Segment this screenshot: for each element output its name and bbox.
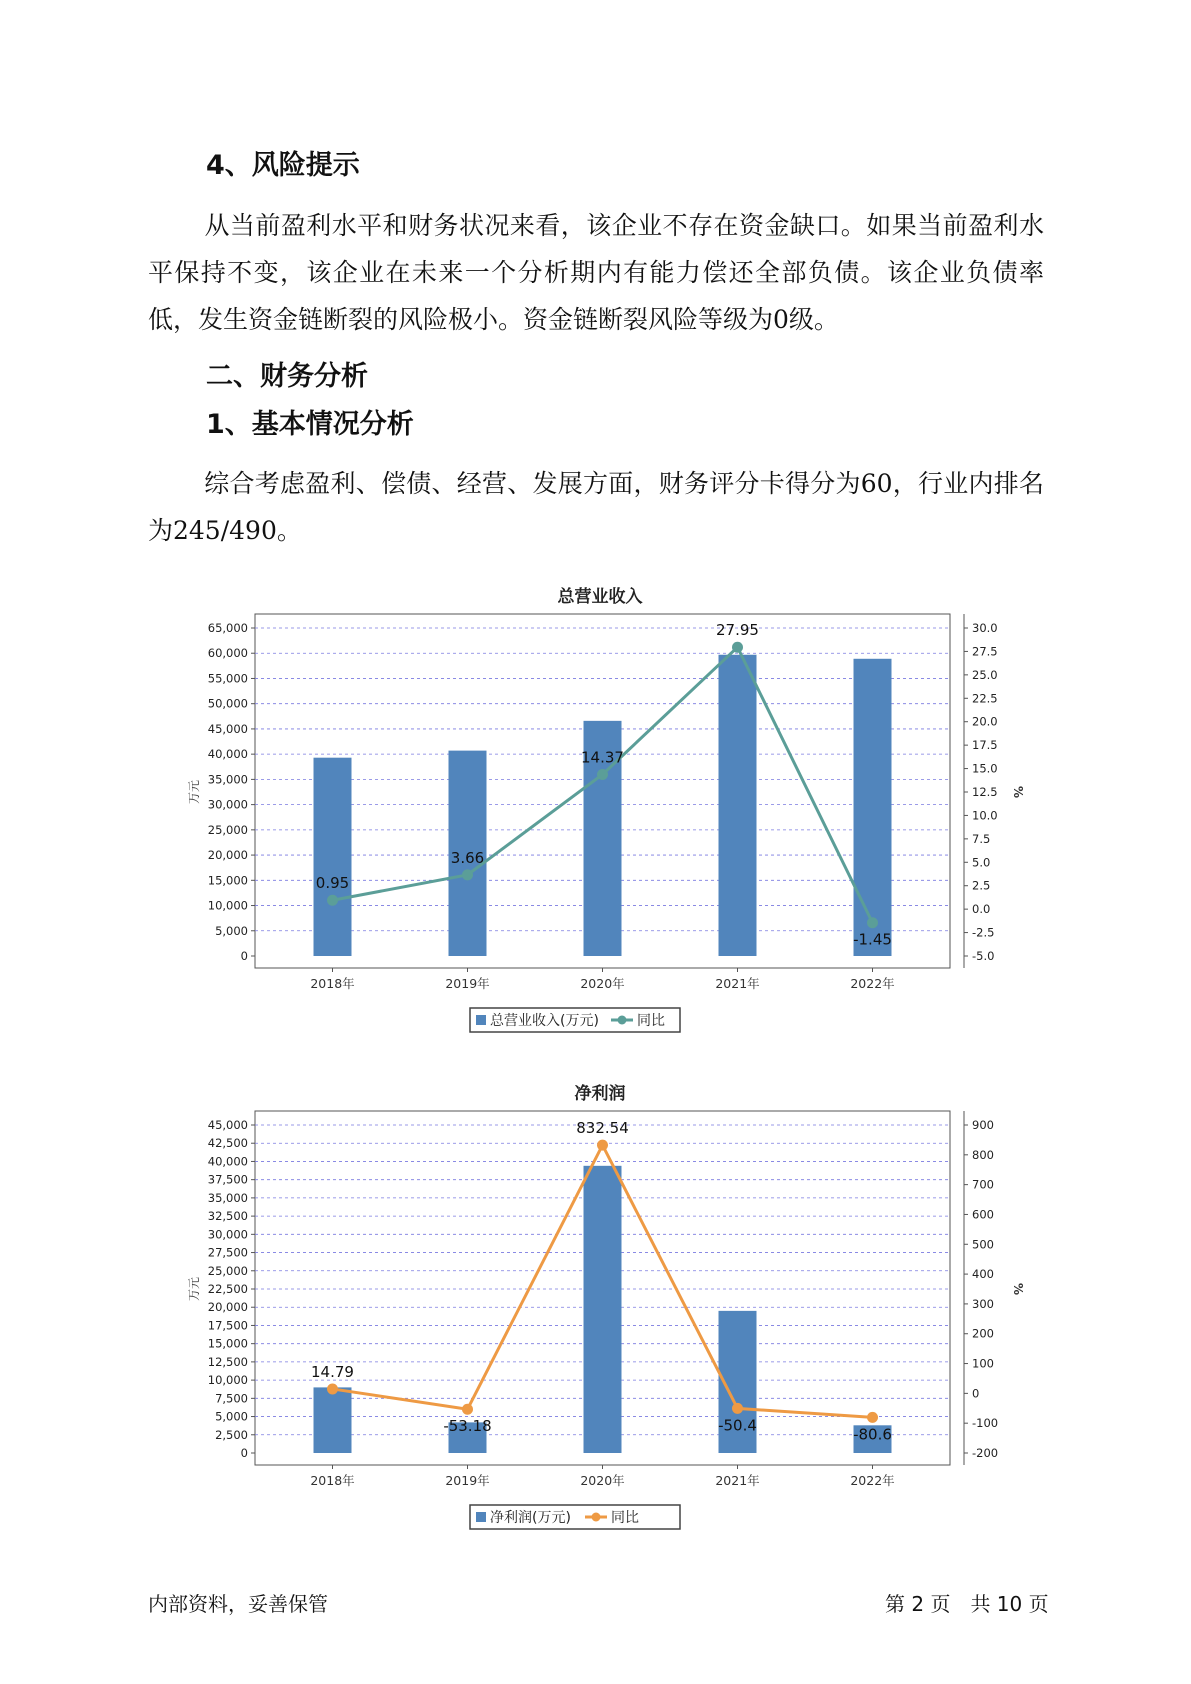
x-tick-label: 2021年	[715, 976, 760, 991]
y-tick-label: 37,500	[207, 1172, 248, 1187]
y-tick-label: 20,000	[207, 848, 248, 863]
legend-label-line: 同比	[637, 1013, 665, 1029]
legend-swatch-bar	[476, 1015, 486, 1025]
y-tick-label: 5,000	[215, 923, 248, 938]
y2-tick-label: -5.0	[972, 949, 995, 963]
yoy-point-1	[327, 1383, 338, 1394]
heading-basic: 1、基本情况分析	[206, 409, 414, 440]
revenue-chart-svg	[170, 578, 1030, 1038]
x-tick-label: 2018年	[310, 976, 355, 991]
risk-paragraph	[148, 202, 1044, 343]
y2-tick-label: 900	[972, 1118, 994, 1132]
data-label: -50.4	[718, 1416, 757, 1435]
y2-tick-label: 400	[972, 1267, 994, 1282]
y-tick-label: 50,000	[207, 696, 248, 711]
basic-paragraph-text: 综合考虑盈利、偿债、经营、发展方面，财务评分卡得分为60，行业内排名为245/490。	[148, 469, 1044, 545]
y2-tick-label: 27.5	[972, 644, 998, 659]
data-label: -80.6	[853, 1425, 892, 1444]
y-tick-label: 25,000	[207, 1263, 248, 1278]
y2-tick-label: 15.0	[972, 761, 998, 776]
y-tick-label: 32,500	[207, 1209, 248, 1224]
y-tick-label: 35,000	[207, 772, 248, 787]
y-tick-label: 25,000	[207, 822, 248, 837]
y2-tick-label: 600	[972, 1207, 994, 1222]
y-tick-label: 15,000	[207, 873, 248, 888]
revenue-chart	[170, 578, 1030, 1042]
yoy-point-5	[867, 917, 878, 928]
basic-paragraph	[148, 460, 1044, 554]
bar-3	[584, 1166, 622, 1453]
y2-tick-label: 22.5	[972, 691, 998, 706]
y-tick-label: 5,000	[215, 1409, 248, 1424]
y-tick-label: 30,000	[207, 797, 248, 812]
y-tick-label: 0	[240, 949, 248, 963]
heading-risk: 4、风险提示	[206, 150, 360, 181]
y2-tick-label: 5.0	[972, 855, 991, 870]
y2-tick-label: 300	[972, 1296, 994, 1311]
y-tick-label: 17,500	[207, 1318, 248, 1333]
x-tick-label: 2021年	[715, 1473, 760, 1488]
y-tick-label: 35,000	[207, 1190, 248, 1205]
y-tick-label: 22,500	[207, 1282, 248, 1296]
x-tick-label: 2019年	[445, 1473, 490, 1488]
y-tick-label: 30,000	[207, 1227, 248, 1242]
y-tick-label: 65,000	[207, 621, 248, 635]
y-tick-label: 55,000	[207, 671, 248, 686]
yoy-point-1	[327, 895, 338, 906]
legend-label-bar: 净利润(万元)	[490, 1510, 571, 1526]
y2-tick-label: 500	[972, 1237, 994, 1252]
x-tick-label: 2019年	[445, 976, 490, 991]
net-profit-chart-svg	[170, 1075, 1030, 1535]
y2-tick-label: 12.5	[972, 785, 998, 799]
legend-swatch-point	[592, 1513, 601, 1522]
data-label: 0.95	[315, 874, 350, 893]
legend-swatch-point	[618, 1016, 627, 1025]
y2-tick-label: 7.5	[972, 831, 991, 846]
y-tick-label: 0	[240, 1446, 248, 1460]
y-tick-label: 45,000	[207, 1118, 248, 1132]
y2-tick-label: 100	[972, 1356, 994, 1371]
y2-tick-label: -100	[972, 1416, 999, 1431]
data-label: 14.79	[311, 1362, 354, 1381]
y2-tick-label: 800	[972, 1147, 994, 1162]
y-tick-label: 2,500	[215, 1427, 248, 1442]
x-tick-label: 2020年	[580, 976, 625, 991]
legend-label-bar: 总营业收入(万元)	[490, 1013, 599, 1029]
yoy-point-3	[597, 769, 608, 780]
x-tick-label: 2022年	[850, 1473, 895, 1488]
y2-tick-label: -2.5	[972, 925, 995, 940]
yoy-point-4	[732, 642, 743, 653]
y2-tick-label: 200	[972, 1326, 994, 1341]
y-tick-label: 20,000	[207, 1300, 248, 1315]
data-label: 27.95	[716, 621, 759, 640]
y2-tick-label: 0	[972, 1386, 980, 1401]
y-tick-label: 10,000	[207, 1373, 248, 1388]
y-tick-label: 45,000	[207, 721, 248, 736]
bar-1	[314, 758, 352, 956]
bar-1	[314, 1387, 352, 1453]
y-axis-title: 万元	[187, 779, 201, 805]
y2-tick-label: 0.0	[972, 902, 991, 917]
chart-title: 总营业收入	[557, 587, 643, 607]
net-profit-chart	[170, 1075, 1030, 1539]
data-label: 3.66	[450, 848, 485, 867]
heading-finance: 二、财务分析	[206, 361, 368, 392]
chart-title: 净利润	[574, 1084, 626, 1104]
legend-swatch-bar	[476, 1512, 486, 1522]
bar-5	[854, 659, 892, 956]
data-label: -53.18	[443, 1417, 492, 1436]
y-tick-label: 40,000	[207, 1154, 248, 1169]
y2-tick-label: 2.5	[972, 878, 991, 893]
footer-left: 内部资料，妥善保管	[148, 1592, 328, 1616]
data-label: -1.45	[853, 930, 892, 949]
y2-axis-title: %	[1011, 1282, 1025, 1296]
y-tick-label: 60,000	[207, 646, 248, 661]
yoy-point-5	[867, 1412, 878, 1423]
x-tick-label: 2020年	[580, 1473, 625, 1488]
y-tick-label: 15,000	[207, 1336, 248, 1351]
y-tick-label: 10,000	[207, 898, 248, 913]
bar-4	[719, 655, 757, 956]
y-tick-label: 42,500	[207, 1136, 248, 1151]
y-tick-label: 27,500	[207, 1245, 248, 1260]
y-tick-label: 12,500	[207, 1354, 248, 1369]
risk-paragraph-text: 从当前盈利水平和财务状况来看，该企业不存在资金缺口。如果当前盈利水平保持不变，该企业在未来一个分析期内有能力偿还全部负债。该企业负债率低，发生资金链断裂的风险极小。资金链断裂风险等级为0级。	[148, 211, 1044, 334]
y2-tick-label: 17.5	[972, 738, 998, 753]
yoy-point-2	[462, 869, 473, 880]
y2-tick-label: 30.0	[972, 621, 998, 635]
legend-label-line: 同比	[611, 1510, 639, 1526]
y2-tick-label: 700	[972, 1177, 994, 1192]
y2-tick-label: 20.0	[972, 714, 998, 729]
yoy-point-2	[462, 1404, 473, 1415]
yoy-point-4	[732, 1403, 743, 1414]
y2-tick-label: 25.0	[972, 667, 998, 682]
footer-page-number: 第 2 页 共 10 页	[885, 1592, 1049, 1616]
yoy-point-3	[597, 1140, 608, 1151]
y-tick-label: 40,000	[207, 747, 248, 762]
y2-tick-label: 10.0	[972, 808, 998, 823]
y-axis-title: 万元	[187, 1276, 201, 1302]
x-tick-label: 2022年	[850, 976, 895, 991]
y-tick-label: 7,500	[215, 1391, 248, 1406]
data-label: 832.54	[576, 1119, 629, 1138]
data-label: 14.37	[581, 748, 624, 767]
y2-tick-label: -200	[972, 1446, 999, 1460]
x-tick-label: 2018年	[310, 1473, 355, 1488]
y2-axis-title: %	[1011, 785, 1025, 799]
